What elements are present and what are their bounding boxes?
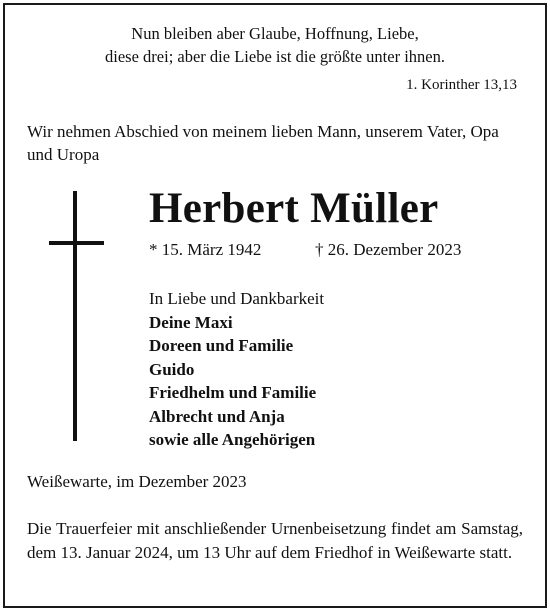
obituary-notice	[3, 3, 547, 608]
intro-text: Wir nehmen Abschied von meinem lieben Mann, unserem Vater, Opa und Uropa	[27, 122, 499, 164]
place-date: Weißewarte, im Dezember 2023	[27, 472, 247, 491]
deceased-name: Herbert Müller	[149, 185, 439, 232]
death-date: † 26. Dezember 2023	[315, 240, 462, 259]
mourner-item: Friedhelm und Familie	[149, 383, 317, 402]
birth-date: * 15. März 1942	[149, 240, 262, 259]
mourners-lead: In Liebe und Dankbarkeit	[149, 289, 325, 308]
cross-icon-bar	[49, 241, 104, 245]
mourner-item: Doreen und Familie	[149, 336, 294, 355]
funeral-notice: Die Trauerfeier mit anschließender Urnenbeisetzung findet am Samstag, dem 13. Januar 2024, um 13 Uhr auf dem Friedhof in Weißewarte statt.	[27, 519, 523, 562]
bible-quote	[5, 22, 545, 68]
mourner-item: Deine Maxi	[149, 312, 233, 332]
quote-reference: 1. Korinther 13,13	[406, 77, 517, 93]
mourner-item: sowie alle Angehörigen	[149, 430, 316, 449]
quote-line-2: diese drei; aber die Liebe ist die größte unter ihnen.	[105, 47, 445, 66]
cross-icon	[73, 191, 77, 441]
mourner-item: Albrecht und Anja	[149, 406, 285, 426]
quote-line-1: Nun bleiben aber Glaube, Hoffnung, Liebe,	[131, 24, 419, 43]
mourner-item: Guido	[149, 359, 195, 379]
mourners-list	[149, 287, 324, 452]
